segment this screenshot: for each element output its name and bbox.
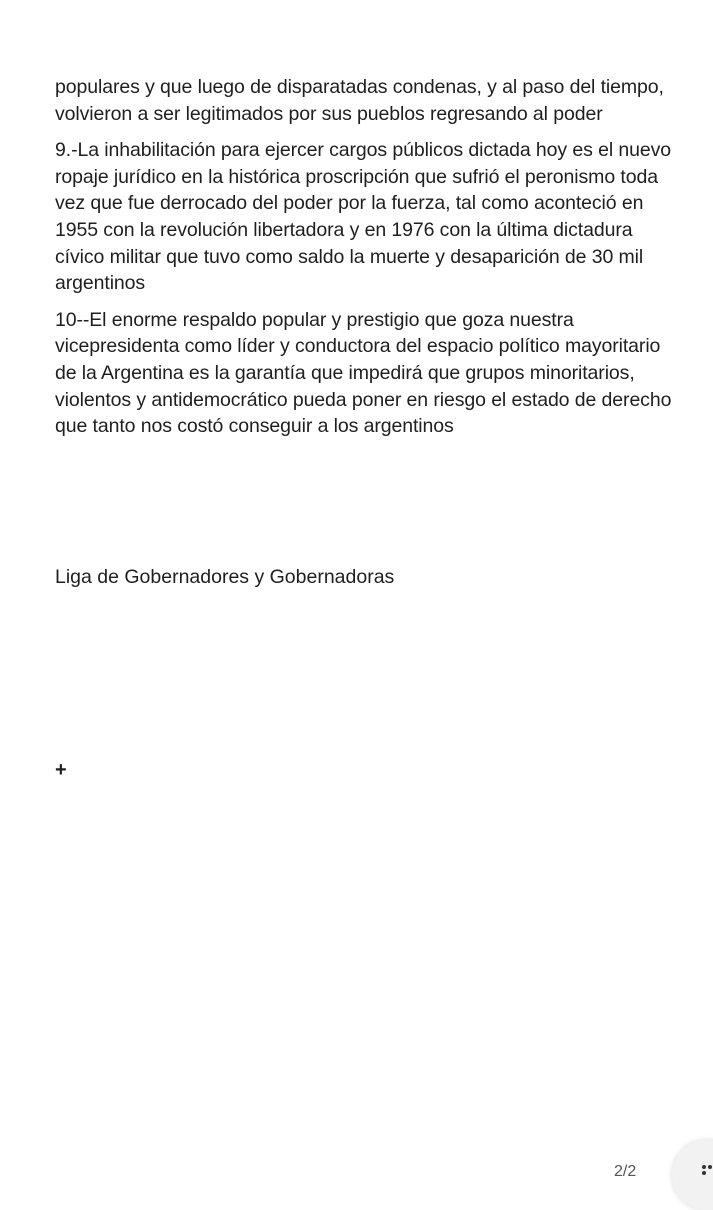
paragraph-continuation: populares y que luego de disparatadas condenas, y al paso del tiempo, volvieron a ser legitimados por sus pueblos regresando al poder bbox=[55, 76, 664, 125]
document-body bbox=[55, 74, 685, 450]
paragraph-point-9: 9.-La inhabilitación para ejercer cargos públicos dictada hoy es el nuevo ropaje jurídico en la histórica proscripción que sufrió el peronismo toda vez que fue derrocado del poder por la fuerza, tal como aconteció en 1955 con la revolución libertadora y en 1976 con la última dictadura cívico militar que tuvo como saldo la muerte y desaparición de 30 mil argentinos bbox=[55, 139, 671, 295]
plus-mark: + bbox=[55, 759, 67, 781]
paragraph-point-10: 10--El enorme respaldo popular y prestigio que goza nuestra vicepresidenta como líder y conductora del espacio político mayoritario de la Argentina es la garantía que impedirá que grupos minoritarios, violentos y antidemocrático pueda poner en riesgo el estado de derecho que tanto nos costó conseguir a los argentinos bbox=[55, 308, 672, 438]
signature-line: Liga de Gobernadores y Gobernadoras bbox=[55, 566, 395, 588]
more-dots-icon bbox=[702, 1165, 712, 1175]
viewer-menu-button[interactable] bbox=[672, 1140, 713, 1210]
page-indicator: 2/2 bbox=[614, 1163, 637, 1180]
